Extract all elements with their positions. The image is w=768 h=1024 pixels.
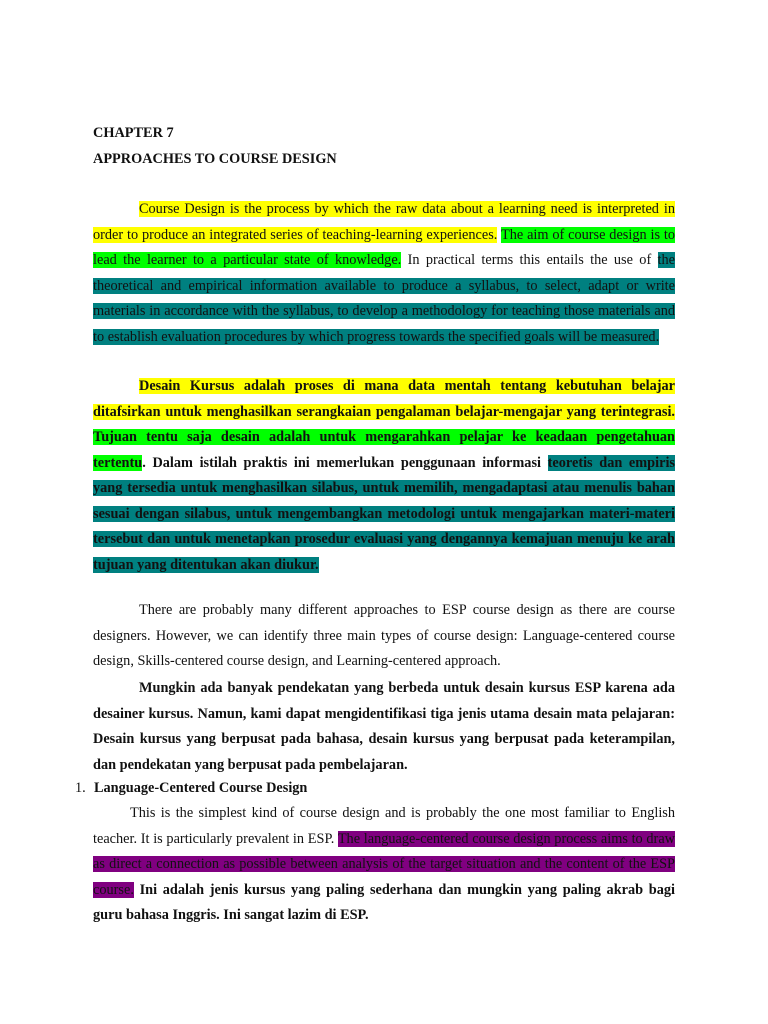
chapter-number: CHAPTER 7 [93, 125, 174, 141]
list-number: 1. [75, 780, 86, 796]
paragraph-approaches-en: There are probably many different approaches to ESP course design as there are course designers. However, we can identify three main types of course design: Language-centered course design, Skills-centered course design, and Learning-centered approach. [93, 602, 675, 669]
paragraph-course-design-en [93, 197, 675, 350]
highlight-purple: The language-centered course design process aims to draw as direct a connection as possible between analysis of the target situation and the content of the ESP course. [93, 830, 675, 898]
section-title: Language-Centered Course Design [94, 780, 308, 796]
highlight-yellow: Desain Kursus adalah proses di mana data mentah tentang kebutuhan belajar ditafsirkan untuk menghasilkan serangkaian pengalaman belajar-mengajar yang terintegrasi. [93, 378, 675, 420]
highlight-teal: teoretis dan empiris yang tersedia untuk menghasilkan silabus, untuk memilih, mengadaptasi atau menulis bahan sesuai dengan silabus, untuk mengembangkan metodologi untuk mengajarkan materi-materi tersebut dan untuk menetapkan prosedur evaluasi yang dengannya kemajuan menuju ke arah tujuan yang ditentukan akan diukur. [93, 454, 675, 573]
plain-text: This is the simplest kind of course design and is probably the one most familiar to English teacher. It is particularly prevalent in ESP. [93, 805, 675, 847]
paragraph-language-centered [93, 801, 675, 929]
highlight-yellow: Course Design is the process by which the raw data about a learning need is interpreted in order to produce an integrated series of teaching-learning experiences. [93, 201, 675, 243]
highlight-teal: the theoretical and empirical information available to produce a syllabus, to select, adapt or write materials in accordance with the syllabus, to develop a methodology for teaching those materials and to establish evaluation procedures by which progress towards the specified goals will be measured. [93, 252, 676, 345]
highlight-green: The aim of course design is to lead the learner to a particular state of knowledge. [93, 226, 675, 268]
highlight-green: Tujuan tentu saja desain adalah untuk mengarahkan pelajar ke keadaan pengetahuan tertentu [93, 429, 675, 471]
plain-text: . Dalam istilah praktis ini memerlukan penggunaan informasi [142, 454, 548, 471]
plain-text: In practical terms this entails the use of [401, 252, 658, 268]
section-heading-language-centered [75, 776, 307, 802]
paragraph-course-design-id [93, 374, 675, 578]
paragraph-approaches-id: Mungkin ada banyak pendekatan yang berbeda untuk desain kursus ESP karena ada desainer kursus. Namun, kami dapat mengidentifikasi tiga jenis utama desain mata pelajaran: Desain kursus yang berpusat pada bahasa, desain kursus yang berpusat pada keterampilan, dan pendekatan yang berpusat pada pembelajaran. [93, 680, 675, 773]
chapter-title: APPROACHES TO COURSE DESIGN [93, 151, 337, 167]
bold-text: Ini adalah jenis kursus yang paling sederhana dan mungkin yang paling akrab bagi guru bahasa Inggris. Ini sangat lazim di ESP. [93, 881, 675, 923]
